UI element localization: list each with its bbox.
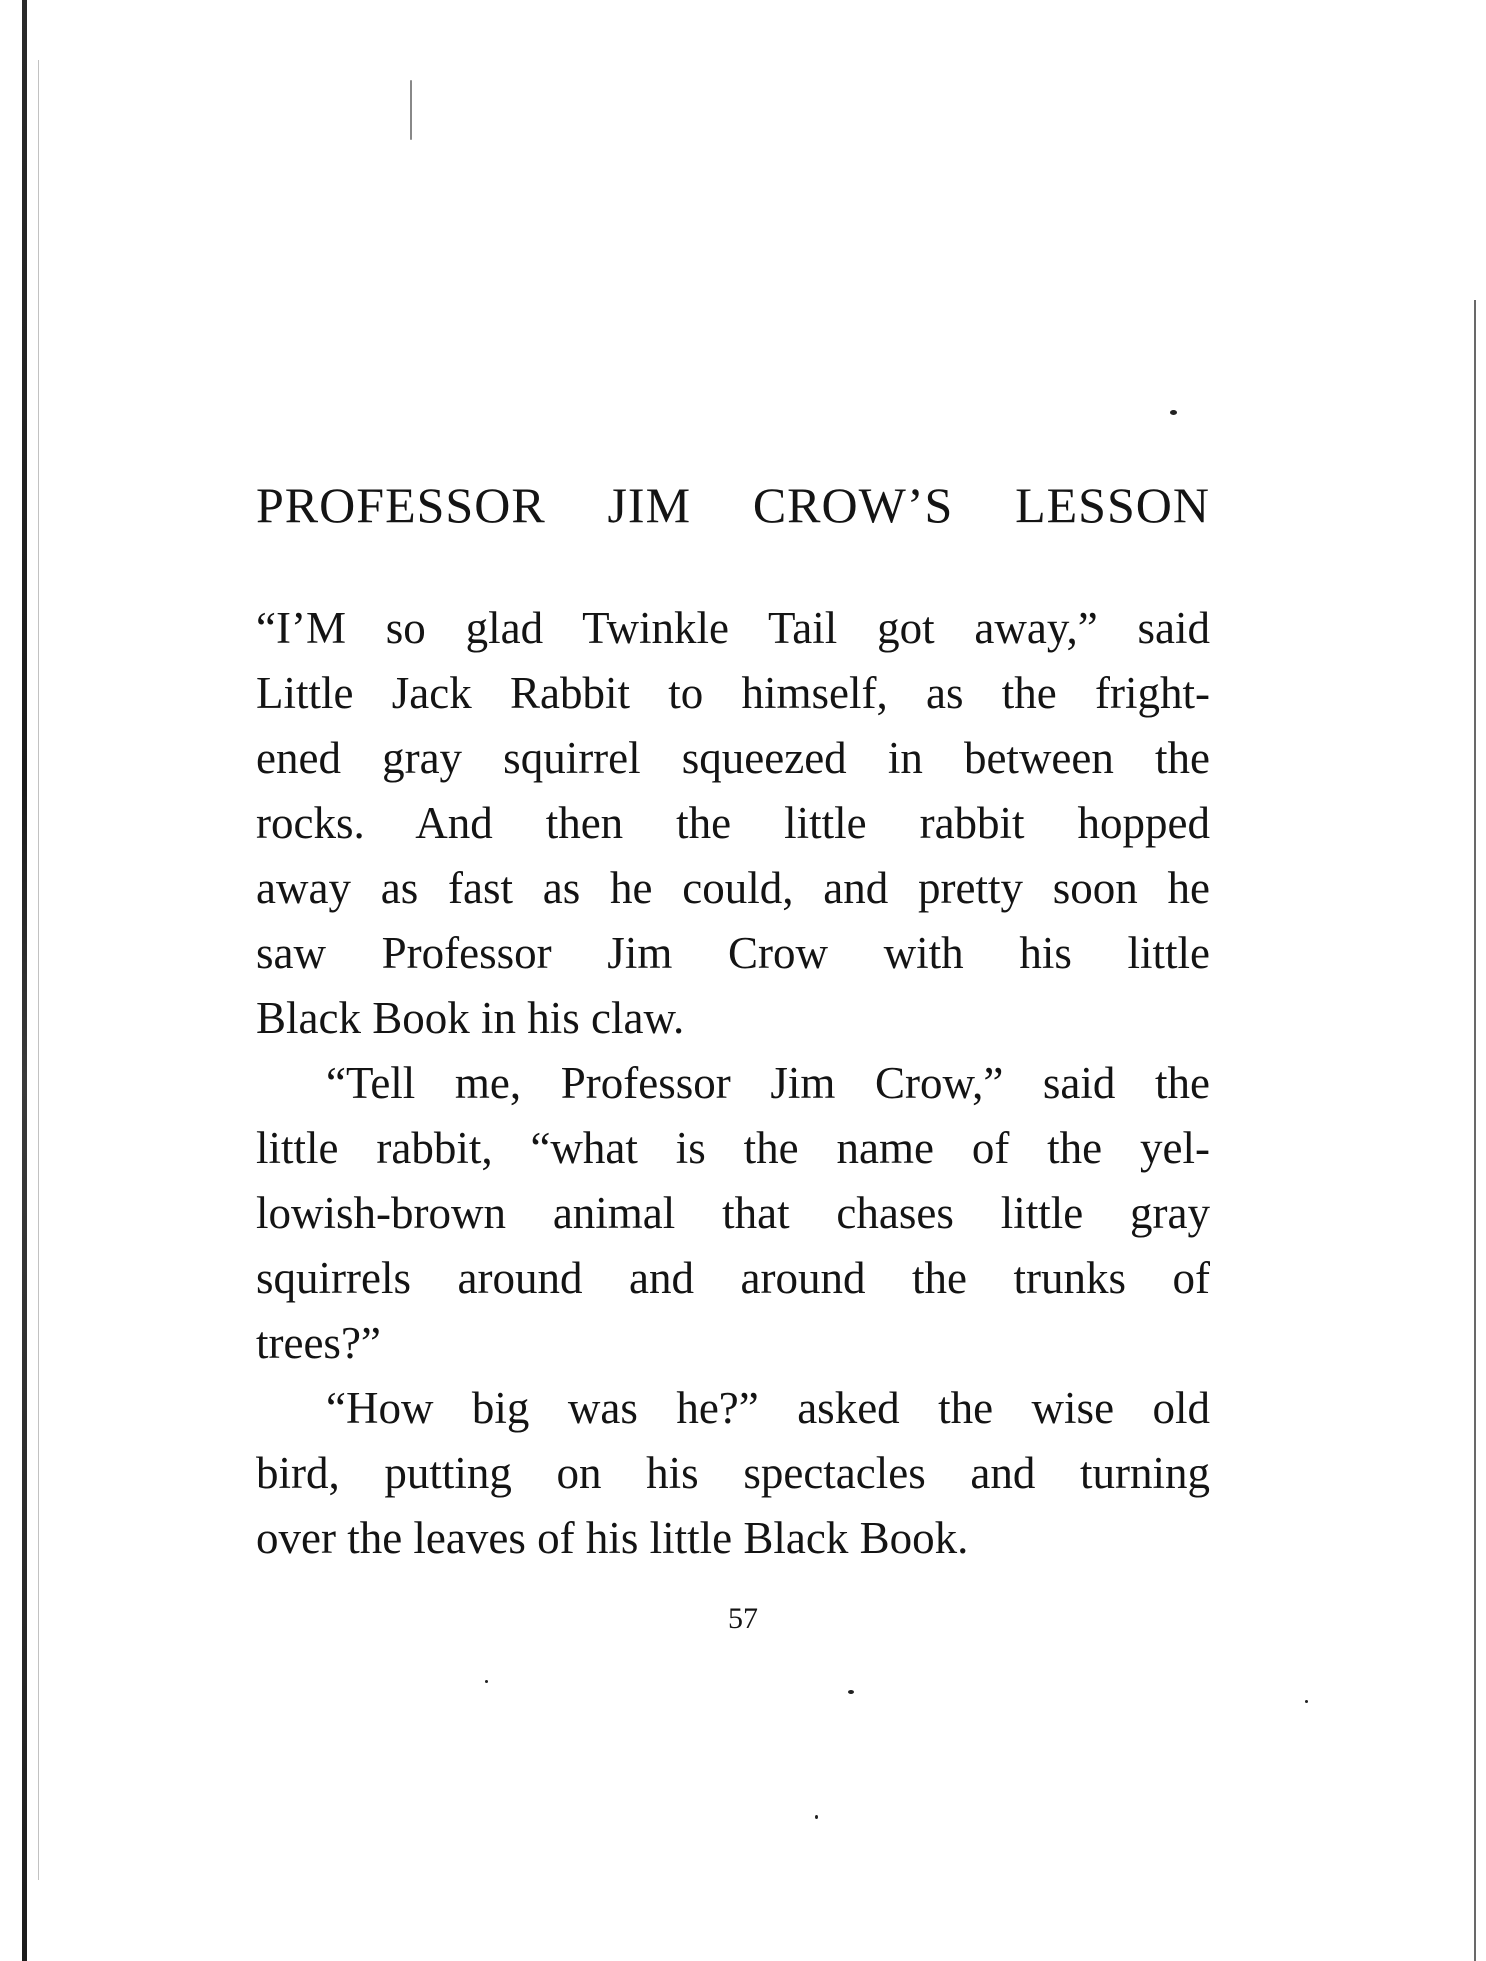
scan-speck [410,80,412,140]
text-line: squirrels around and around the trunks of [256,1253,1210,1303]
page-number: 57 [728,1602,758,1635]
scan-speck [485,1680,488,1683]
chapter-title: PROFESSOR JIM CROW’S LESSON [256,477,1210,533]
page-edge-right [1474,300,1476,1961]
paragraph-3 [256,1376,1210,1571]
text-line: away as fast as he could, and pretty soon he [256,863,1210,913]
text-line: bird, putting on his spectacles and turning [256,1448,1210,1498]
text-line: “I’M so glad Twinkle Tail got away,” said [256,603,1210,653]
text-line: trees?” [256,1318,381,1368]
text-line: Little Jack Rabbit to himself, as the fright- [256,668,1210,718]
body-text [256,477,1210,1571]
text-line: ened gray squirrel squeezed in between the [256,733,1210,783]
page-edge-left [22,0,27,1961]
text-line: “Tell me, Professor Jim Crow,” said the [326,1058,1210,1108]
text-line: little rabbit, “what is the name of the yel- [256,1123,1210,1173]
paragraph-2 [256,1051,1210,1376]
text-line: saw Professor Jim Crow with his little [256,928,1210,978]
scan-speck [815,1815,818,1819]
text-line: lowish-brown animal that chases little gray [256,1188,1210,1238]
text-line: Black Book in his claw. [256,993,685,1043]
scan-speck [1305,1700,1308,1703]
scan-speck [1170,410,1177,415]
text-line: over the leaves of his little Black Book. [256,1513,969,1563]
text-line: “How big was he?” asked the wise old [326,1383,1210,1433]
paragraph-1 [256,596,1210,1051]
scan-speck [848,1690,854,1694]
text-line: rocks. And then the little rabbit hopped [256,798,1210,848]
